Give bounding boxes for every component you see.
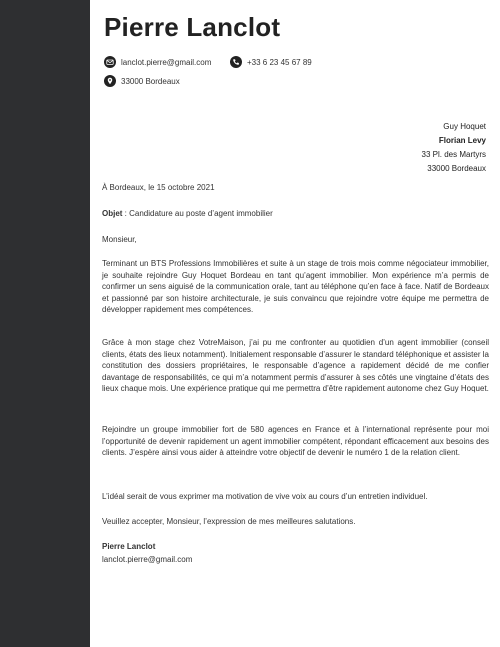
paragraph-1: Terminant un BTS Professions Immobilières et suite à un stage de trois mois comme négociateur immobilier, je souhaite rejoindre Guy Hoquet Bordeau en tant qu’agent immobilier. Mon expérience m’a permis de confirmer un sens aiguisé de la communication orale, tant au téléphone qu’en face à face. Natif de Bordeaux et passionné par son histoire architecturale, je suis convaincu que rejoindre votre équipe me permettra de développer rapidement mes compétences. [102,259,489,314]
phone-icon [230,56,242,68]
object-text: : Candidature au poste d’agent immobilier [122,209,273,218]
sender-name: Pierre Lanclot [104,12,281,42]
recipient-street: 33 Pl. des Martyrs [421,150,486,159]
recipient-person: Florian Levy [438,136,486,145]
recipient-block [422,120,486,176]
mail-icon [104,56,116,68]
location-pin-icon [104,75,116,87]
contact-city [104,75,180,87]
recipient-city: 33000 Bordeaux [427,164,486,173]
signature-email[interactable]: lanclot.pierre@gmail.com [102,555,193,564]
paragraph-2: Grâce à mon stage chez VotreMaison, j’ai pu me confronter au quotidien d’un agent immobilier (conseil clients, états des lieux notamment). Initialement responsable d’assurer le standard téléphonique et assister la constitution des dossiers propriétaires, le responsable d’agence a rapidement décidé de me confier davantage de responsabilités, ce qui m’a notamment permis d’assurer à ses côtés une vingtaine d’états des lieux chaque mois. Une expérience pratique qui me permettra d’être rapidement autonome chez Guy Hoquet. [102,338,489,393]
paragraph-5: Veuillez accepter, Monsieur, l’expression de mes meilleures salutations. [102,517,356,526]
object-label: Objet [102,209,123,218]
phone-text[interactable]: +33 6 23 45 67 89 [247,57,312,67]
contact-phone [230,56,312,68]
letter-object [102,208,489,220]
recipient-company: Guy Hoquet [443,122,486,131]
contact-email [104,56,211,68]
sidebar-strip [0,0,90,647]
paragraph-4: L’idéal serait de vous exprimer ma motivation de vive voix au cours d’un entretien individuel. [102,492,428,501]
letter-page [90,0,500,647]
letter-date: À Bordeaux, le 15 octobre 2021 [102,183,215,192]
signature-name: Pierre Lanclot [102,542,156,551]
email-text[interactable]: lanclot.pierre@gmail.com [121,57,212,67]
letter-salutation: Monsieur, [102,235,137,244]
paragraph-3: Rejoindre un groupe immobilier fort de 580 agences en France et à l’international représente pour moi l’opportunité de devenir rapidement un agent immobilier compétent, répondant efficacement aux besoins des clients. J’espère ainsi vous aider à atteindre votre objectif de devenir le numéro 1 de la relation client. [102,425,489,457]
city-text: 33000 Bordeaux [121,76,180,86]
